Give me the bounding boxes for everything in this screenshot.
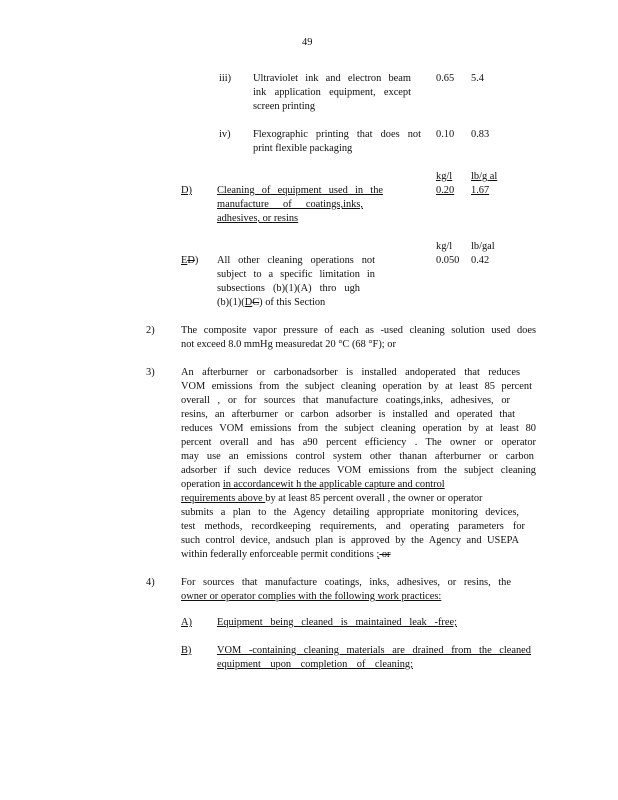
row-text-line: ink application equipment, except (253, 87, 411, 98)
label-paren: ) (194, 255, 199, 266)
paragraph-label: 3) (146, 367, 155, 378)
row-label: iv) (219, 129, 231, 140)
row-value-kg: 0.10 (436, 129, 455, 140)
item-text-line: subsections (b)(1)(A) thro ugh (217, 283, 360, 294)
item-text-line: Cleaning of equipment used in the (217, 185, 383, 196)
item-value-lb: 0.42 (471, 255, 490, 266)
paragraph-line: percent overall and has a90 percent efficiency . The owner or operator (181, 437, 536, 448)
paragraph-line (181, 492, 483, 506)
item-label: D) (181, 185, 192, 196)
item-text-line: equipment upon completion of cleaning; (217, 659, 413, 670)
item-value-lb: 1.67 (471, 185, 490, 196)
text-run: by at least 85 percent overall , the owner or operator (265, 493, 483, 504)
paragraph-line: VOM emissions from the subject cleaning operation by at least 85 percent (181, 381, 532, 392)
label-deleted: D (187, 255, 195, 266)
item-value-kg: 0.050 (436, 255, 460, 266)
item-text-line (217, 296, 325, 310)
text-deleted: or (379, 549, 391, 560)
text-run: ) of this Section (259, 297, 326, 308)
paragraph-line: reduces VOM emissions from the subject cleaning operation by at least 80 (181, 423, 536, 434)
text-inserted: in accordancewit h the applicable capture and control (222, 479, 445, 490)
unit-lb: lb/g al (471, 171, 498, 182)
paragraph-line: An afterburner or carbonadsorber is installed andoperated that reduces (181, 367, 520, 378)
item-text-line: All other cleaning operations not (217, 255, 375, 266)
item-text-line: VOM -containing cleaning materials are drained from the cleaned (217, 645, 531, 656)
text-inserted: D (244, 297, 253, 308)
paragraph-line: resins, an afterburner or carbon adsorber is installed and operated that (181, 409, 515, 420)
row-text-line: print flexible packaging (253, 143, 353, 154)
text-run: within federally enforceable permit conditions (181, 549, 377, 560)
paragraph-line: The composite vapor pressure of each as -used cleaning solution used does (181, 325, 536, 336)
paragraph-line: For sources that manufacture coatings, inks, adhesives, or resins, the (181, 577, 511, 588)
item-label: B) (181, 645, 192, 656)
paragraph-line: submits a plan to the Agency detailing appropriate monitoring devices, (181, 507, 519, 518)
text-deleted: C (252, 297, 260, 308)
row-value-kg: 0.65 (436, 73, 455, 84)
row-text-line: Flexographic printing that does not (253, 129, 421, 140)
paragraph-label: 4) (146, 577, 155, 588)
text-inserted: requirements above (181, 493, 266, 504)
text-run: operation (181, 479, 223, 490)
paragraph-line: may use an emissions control system other thanan afterburner or carbon (181, 451, 534, 462)
item-text-line: subject to a specific limitation in (217, 269, 375, 280)
paragraph-line: not exceed 8.0 mmHg measuredat 20 °C (68 °F); or (181, 339, 396, 350)
row-label: iii) (219, 73, 232, 84)
row-text-line: Ultraviolet ink and electron beam (253, 73, 411, 84)
item-label (181, 254, 198, 268)
item-label: A) (181, 617, 192, 628)
paragraph-line (181, 548, 391, 562)
row-text-line: screen printing (253, 101, 316, 112)
item-text-line: Equipment being cleaned is maintained leak -free; (217, 617, 457, 628)
paragraph-line: adsorber if such device reduces VOM emissions from the subject cleaning (181, 465, 536, 476)
unit-lb: lb/gal (471, 241, 495, 252)
text-run: (b)(1)( (217, 297, 245, 308)
item-text-line: adhesives, or resins (217, 213, 299, 224)
row-value-lb: 5.4 (471, 73, 484, 84)
paragraph-line: such control device, andsuch plan is approved by the Agency and USEPA (181, 535, 519, 546)
text-inserted: ; (376, 549, 380, 560)
item-text-line: manufacture of coatings,inks, (217, 199, 363, 210)
paragraph-line: owner or operator complies with the following work practices: (181, 591, 442, 602)
label-inserted: E (181, 255, 188, 266)
paragraph-label: 2) (146, 325, 155, 336)
page-number: 49 (302, 37, 313, 48)
paragraph-line (181, 478, 445, 492)
row-value-lb: 0.83 (471, 129, 490, 140)
item-value-kg: 0.20 (436, 185, 455, 196)
unit-kg: kg/l (436, 171, 453, 182)
paragraph-line: overall , or for sources that manufacture coatings,inks, adhesives, or (181, 395, 510, 406)
paragraph-line: test methods, recordkeeping requirements, and operating parameters for (181, 521, 525, 532)
unit-kg: kg/l (436, 241, 453, 252)
